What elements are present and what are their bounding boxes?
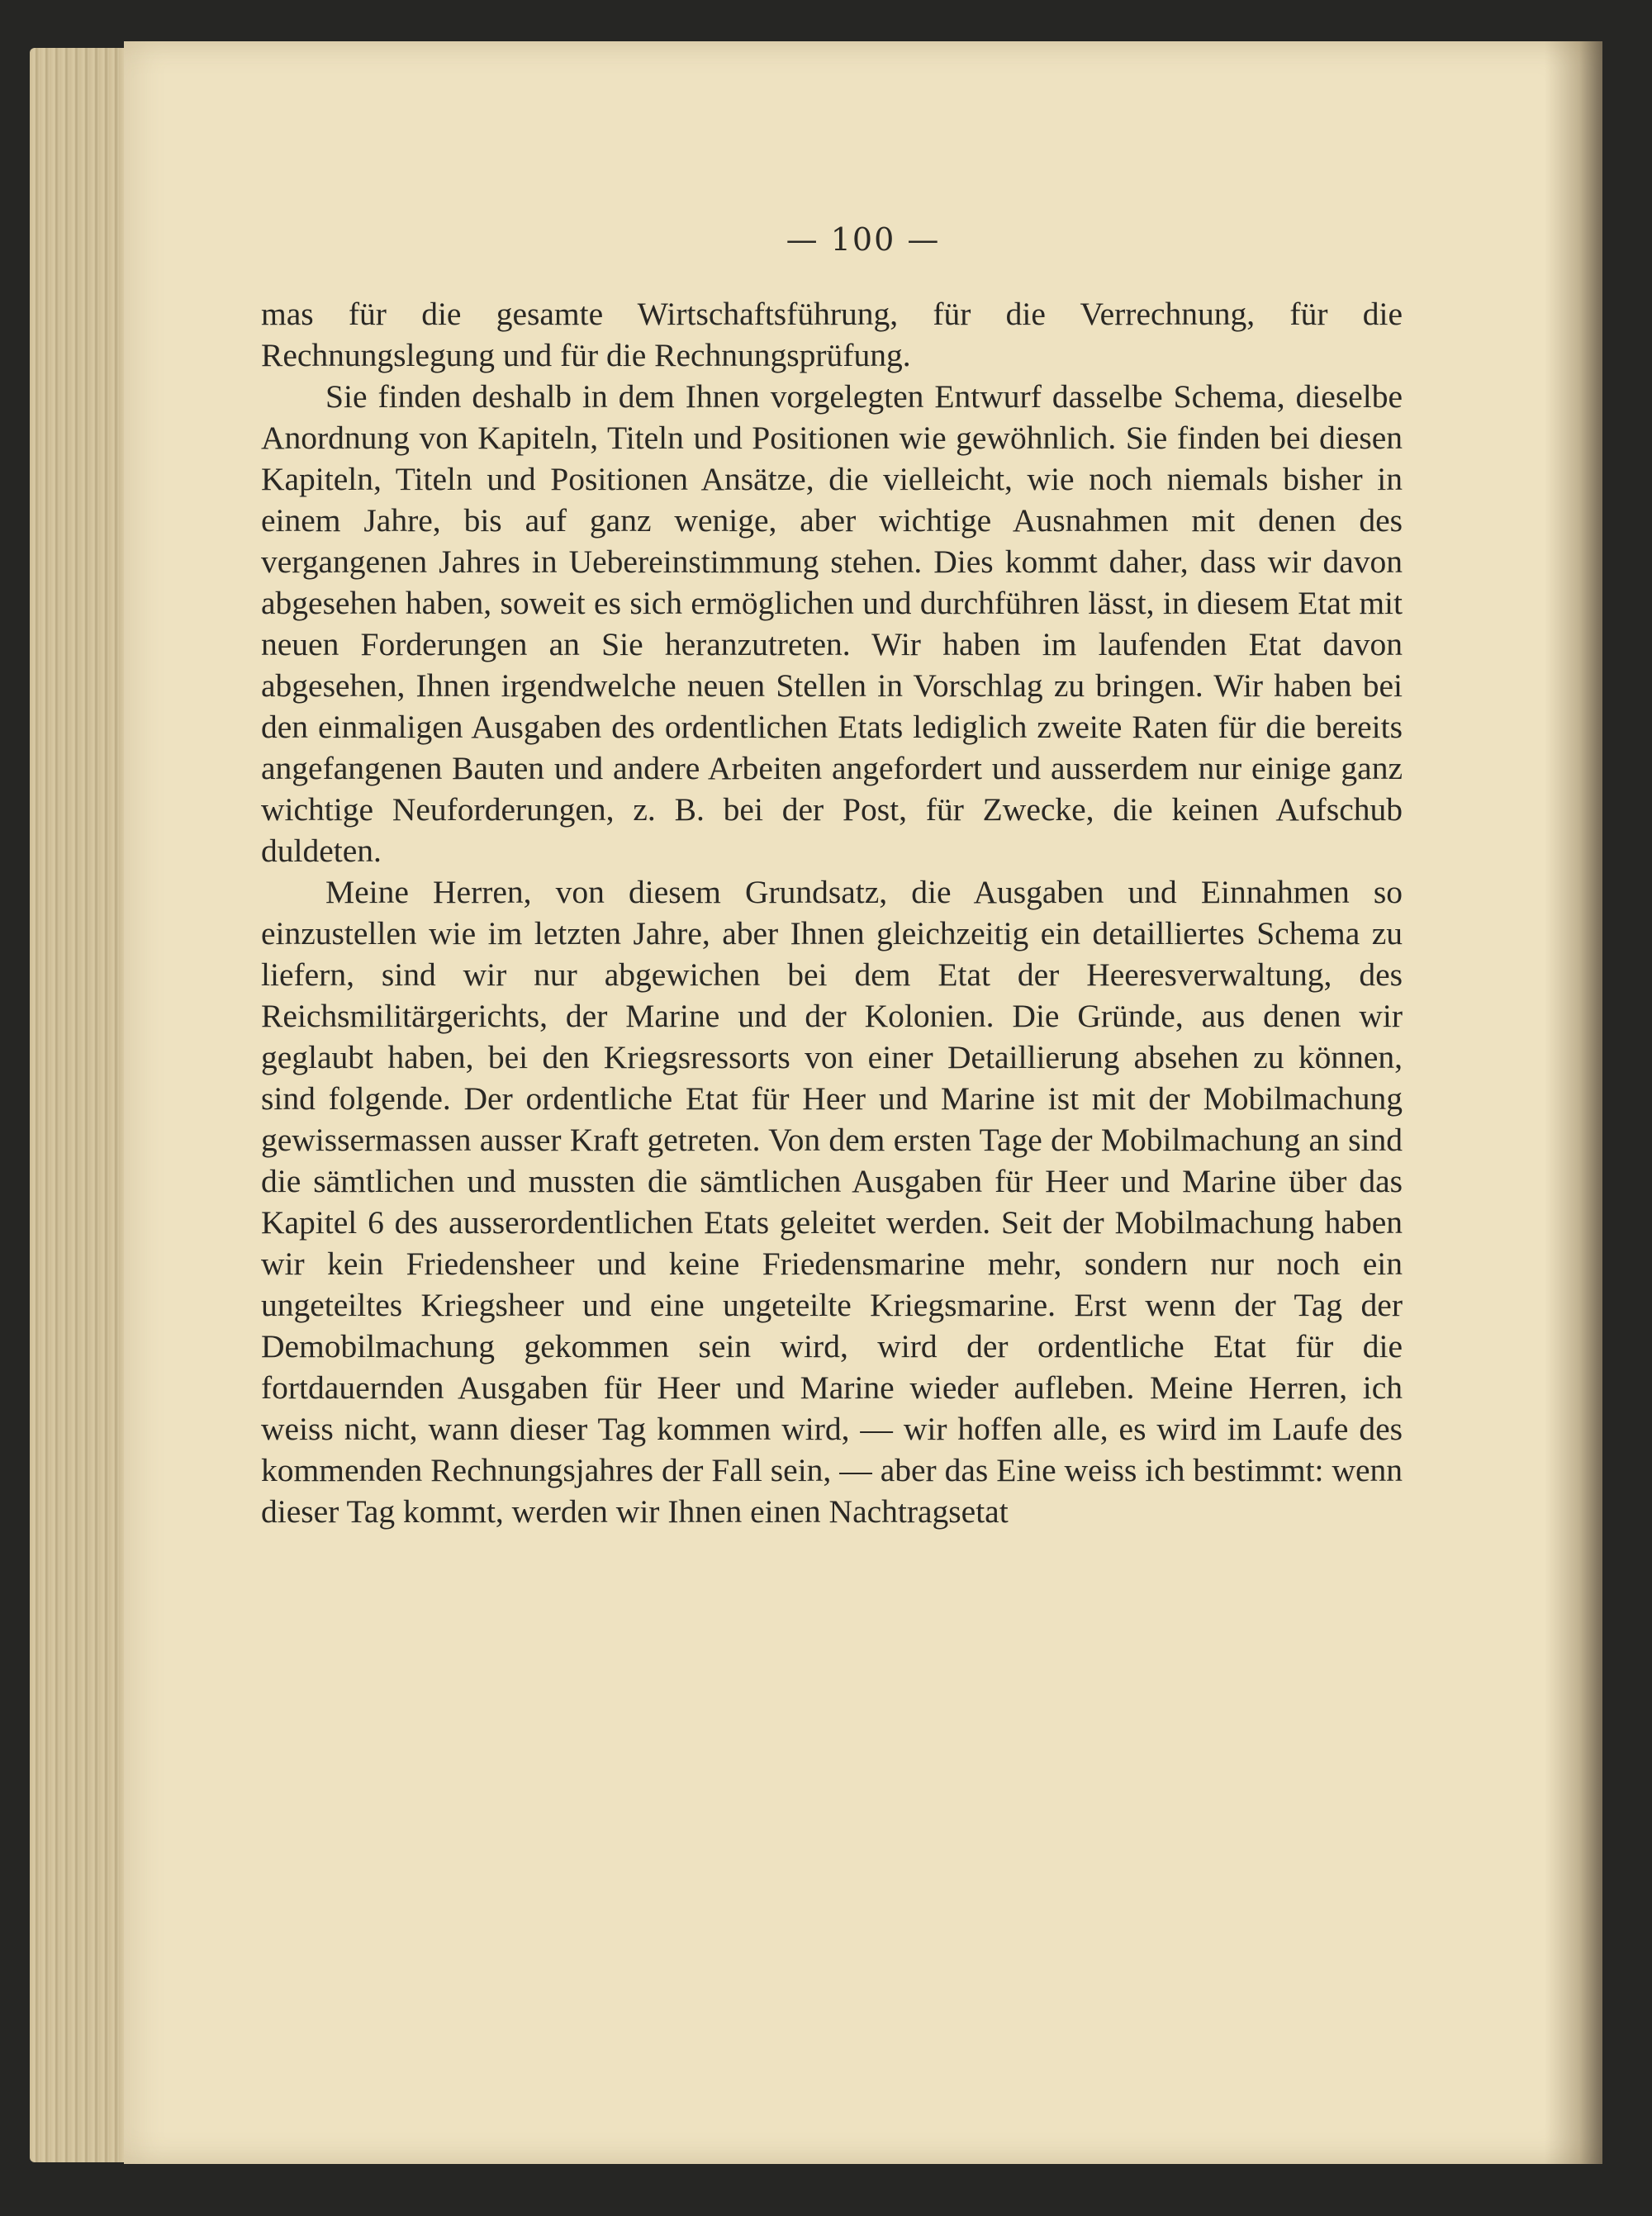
paragraph-3: Meine Herren, von diesem Grundsatz, die Ausgaben und Einnahmen so einzustellen wie im letzten Jahre, aber Ihnen gleichzeitig ein detailliertes Schema zu liefern, sind wir nur abgewichen bei dem Etat der Heeresverwaltung, des Reichsmilitärgerichts, der Marine und der Kolonien. Die Gründe, aus denen wir geglaubt haben, bei den Kriegsressorts von einer Detaillierung absehen zu können, sind folgende. Der ordentliche Etat für Heer und Marine ist mit der Mobilmachung gewissermassen ausser Kraft getreten. Von dem ersten Tage der Mobilmachung an sind die sämtlichen und mussten die sämtlichen Ausgaben für Heer und Marine über das Kapitel 6 des ausserordentlichen Etats geleitet werden. Seit der Mobilmachung haben wir kein Friedensheer und keine Friedensmarine mehr, sondern nur noch ein ungeteiltes Kriegsheer und eine ungeteilte Kriegsmarine. Erst wenn der Tag der Demobilmachung gekommen sein wird, wird der ordentliche Etat für die fortdauernden Ausgaben für Heer und Marine wieder aufleben. Meine Herren, ich weiss nicht, wann dieser Tag kommen wird, — wir hoffen alle, es wird im Laufe des kommenden Rechnungsjahres der Fall sein, — aber das Eine weiss ich bestimmt: wenn dieser Tag kommt, werden wir Ihnen einen Nachtragsetat bbox=[261, 874, 1403, 1530]
page-number: — 100 — bbox=[786, 221, 941, 258]
paragraph-2: Sie finden deshalb in dem Ihnen vorgelegten Entwurf dasselbe Schema, dieselbe Anordnung von Kapiteln, Titeln und Positionen wie gewöhnlich. Sie finden bei diesen Kapiteln, Titeln und Positionen Ansätze, die vielleicht, wie noch niemals bisher in einem Jahre, bis auf ganz wenige, aber wichtige Ausnahmen mit denen des vergangenen Jahres in Uebereinstimmung stehen. Dies kommt daher, dass wir davon abgesehen haben, soweit es sich ermöglichen und durchführen lässt, in diesem Etat mit neuen Forderungen an Sie heranzutreten. Wir haben im laufenden Etat davon abgesehen, Ihnen irgendwelche neuen Stellen in Vorschlag zu bringen. Wir haben bei den einmaligen Ausgaben des ordentlichen Etats lediglich zweite Raten für die bereits angefangenen Bauten und andere Arbeiten angefordert und ausserdem nur einige ganz wichtige Neuforderungen, z. B. bei der Post, für Zwecke, die keinen Aufschub duldeten. bbox=[261, 378, 1403, 869]
body-text bbox=[261, 293, 1403, 1532]
book-gutter-shadow bbox=[1545, 41, 1602, 2164]
paragraph-1: mas für die gesamte Wirtschaftsführung, für die Verrechnung, für die Rechnungslegung und für die Rechnungsprüfung. bbox=[261, 296, 1403, 373]
